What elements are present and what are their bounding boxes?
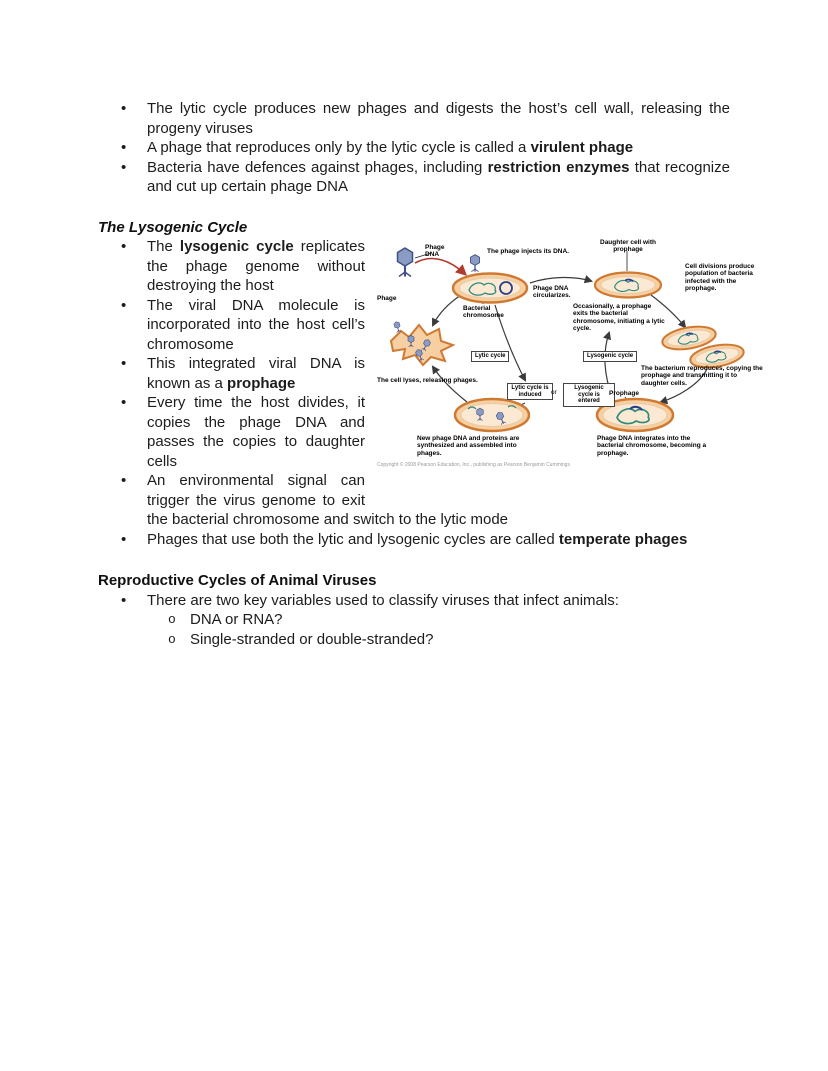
lysogenic-cycle-badge: Lysogenic cycle	[583, 351, 637, 362]
text-run: replicates the phage genome without destroying the host	[147, 238, 365, 294]
text-run: The viral DNA molecule is incorporated into the host cell’s chromosome	[147, 296, 365, 353]
bold-term: temperate phages	[558, 530, 688, 548]
lysogenic-section	[98, 237, 767, 549]
list-item	[98, 296, 730, 355]
bullet-text	[147, 355, 365, 392]
bold-term: prophage	[227, 374, 296, 392]
text-run: Phages that use both the lytic and lysogenic cycles are called	[147, 530, 559, 548]
animal-viruses-section	[98, 591, 767, 650]
figure-copyright: Copyright © 2008 Pearson Education, Inc., publishing as Pearson Benjamin Cummings	[377, 462, 570, 468]
figure-label-bacterium-reproduces: The bacterium reproduces, copying the prophage and transmitting it to daughter cells.	[641, 365, 763, 387]
list-item	[98, 591, 730, 611]
figure-label-new-phage: New phage DNA and proteins are synthesized and assembled into phages.	[417, 435, 520, 457]
bullet-text	[147, 297, 365, 353]
figure-label-cell-divisions: Cell divisions produce population of bacteria infected with the prophage.	[685, 263, 755, 293]
bullet-text	[147, 531, 687, 548]
list-item	[98, 158, 730, 197]
bullet-text	[147, 238, 365, 294]
text-run: The lytic cycle produces new phages and digests the host’s cell wall, releasing the progeny viruses	[147, 100, 730, 137]
list-item	[98, 530, 730, 550]
text-run: Bacteria have defences against phages, including	[147, 158, 488, 176]
bullet-text: DNA or RNA?	[190, 611, 283, 628]
bold-term: virulent phage	[530, 139, 634, 156]
figure-label-injects: The phage injects its DNA.	[487, 248, 569, 255]
figure-label-phage-dna: Phage DNA	[425, 244, 445, 259]
bullet-text: Single-stranded or double-stranded?	[190, 630, 434, 648]
figure-label-cell-lyses: The cell lyses, releasing phages.	[377, 377, 478, 384]
bullet-text	[147, 472, 508, 528]
text-run: An environmental signal can trigger the virus genome to exit the bacterial chromosome and switch to the lytic mode	[147, 472, 509, 528]
lytic-induced-badge: Lytic cycle is induced	[507, 383, 553, 400]
figure-label-daughter-cell: Daughter cell with prophage	[600, 239, 656, 254]
list-item	[98, 138, 730, 158]
bullet-text	[147, 139, 633, 156]
animal-viruses-heading: Reproductive Cycles of Animal Viruses	[98, 572, 377, 589]
figure-label-occasionally: Occasionally, a prophage exits the bacterial chromosome, initiating a lytic cycle.	[573, 303, 665, 333]
lysogenic-heading: The Lysogenic Cycle	[98, 218, 248, 236]
list-item	[98, 99, 730, 138]
list-item	[98, 237, 730, 296]
figure-label-phage: Phage	[377, 295, 397, 302]
list-item	[98, 354, 730, 393]
figure-label-prophage: Prophage	[609, 390, 639, 397]
text-run: that recognize and cut up certain phage DNA	[147, 158, 730, 195]
figure-label-bacterial-chromosome: Bacterial chromosome	[463, 305, 504, 320]
text-run: The	[147, 238, 180, 255]
bold-term: restriction enzymes	[487, 158, 630, 176]
list-item	[98, 471, 730, 530]
lytic-section	[98, 99, 767, 197]
bullet-text: There are two key variables used to classify viruses that infect animals:	[147, 591, 619, 609]
figure-label-circularizes: Phage DNA circularizes.	[533, 285, 571, 300]
bullet-text	[147, 100, 730, 137]
text-run: This integrated viral DNA is known as a	[147, 355, 365, 392]
figure-label-integrates: Phage DNA integrates into the bacterial chromosome, becoming a prophage.	[597, 435, 707, 457]
lytic-cycle-badge: Lytic cycle	[471, 351, 509, 362]
bullet-text	[147, 394, 365, 470]
bullet-text	[147, 159, 730, 196]
sub-list-item	[98, 610, 730, 630]
figure-label-or: or	[551, 389, 557, 396]
bold-term: lysogenic cycle	[179, 238, 294, 255]
lysogenic-entered-badge: Lysogenic cycle is entered	[563, 383, 615, 407]
sub-list-item	[98, 630, 730, 650]
text-run: A phage that reproduces only by the lytic cycle is called a	[147, 139, 531, 156]
text-run: Every time the host divides, it copies the phage DNA and passes the copies to daughter cells	[147, 394, 365, 470]
list-item	[98, 393, 730, 471]
